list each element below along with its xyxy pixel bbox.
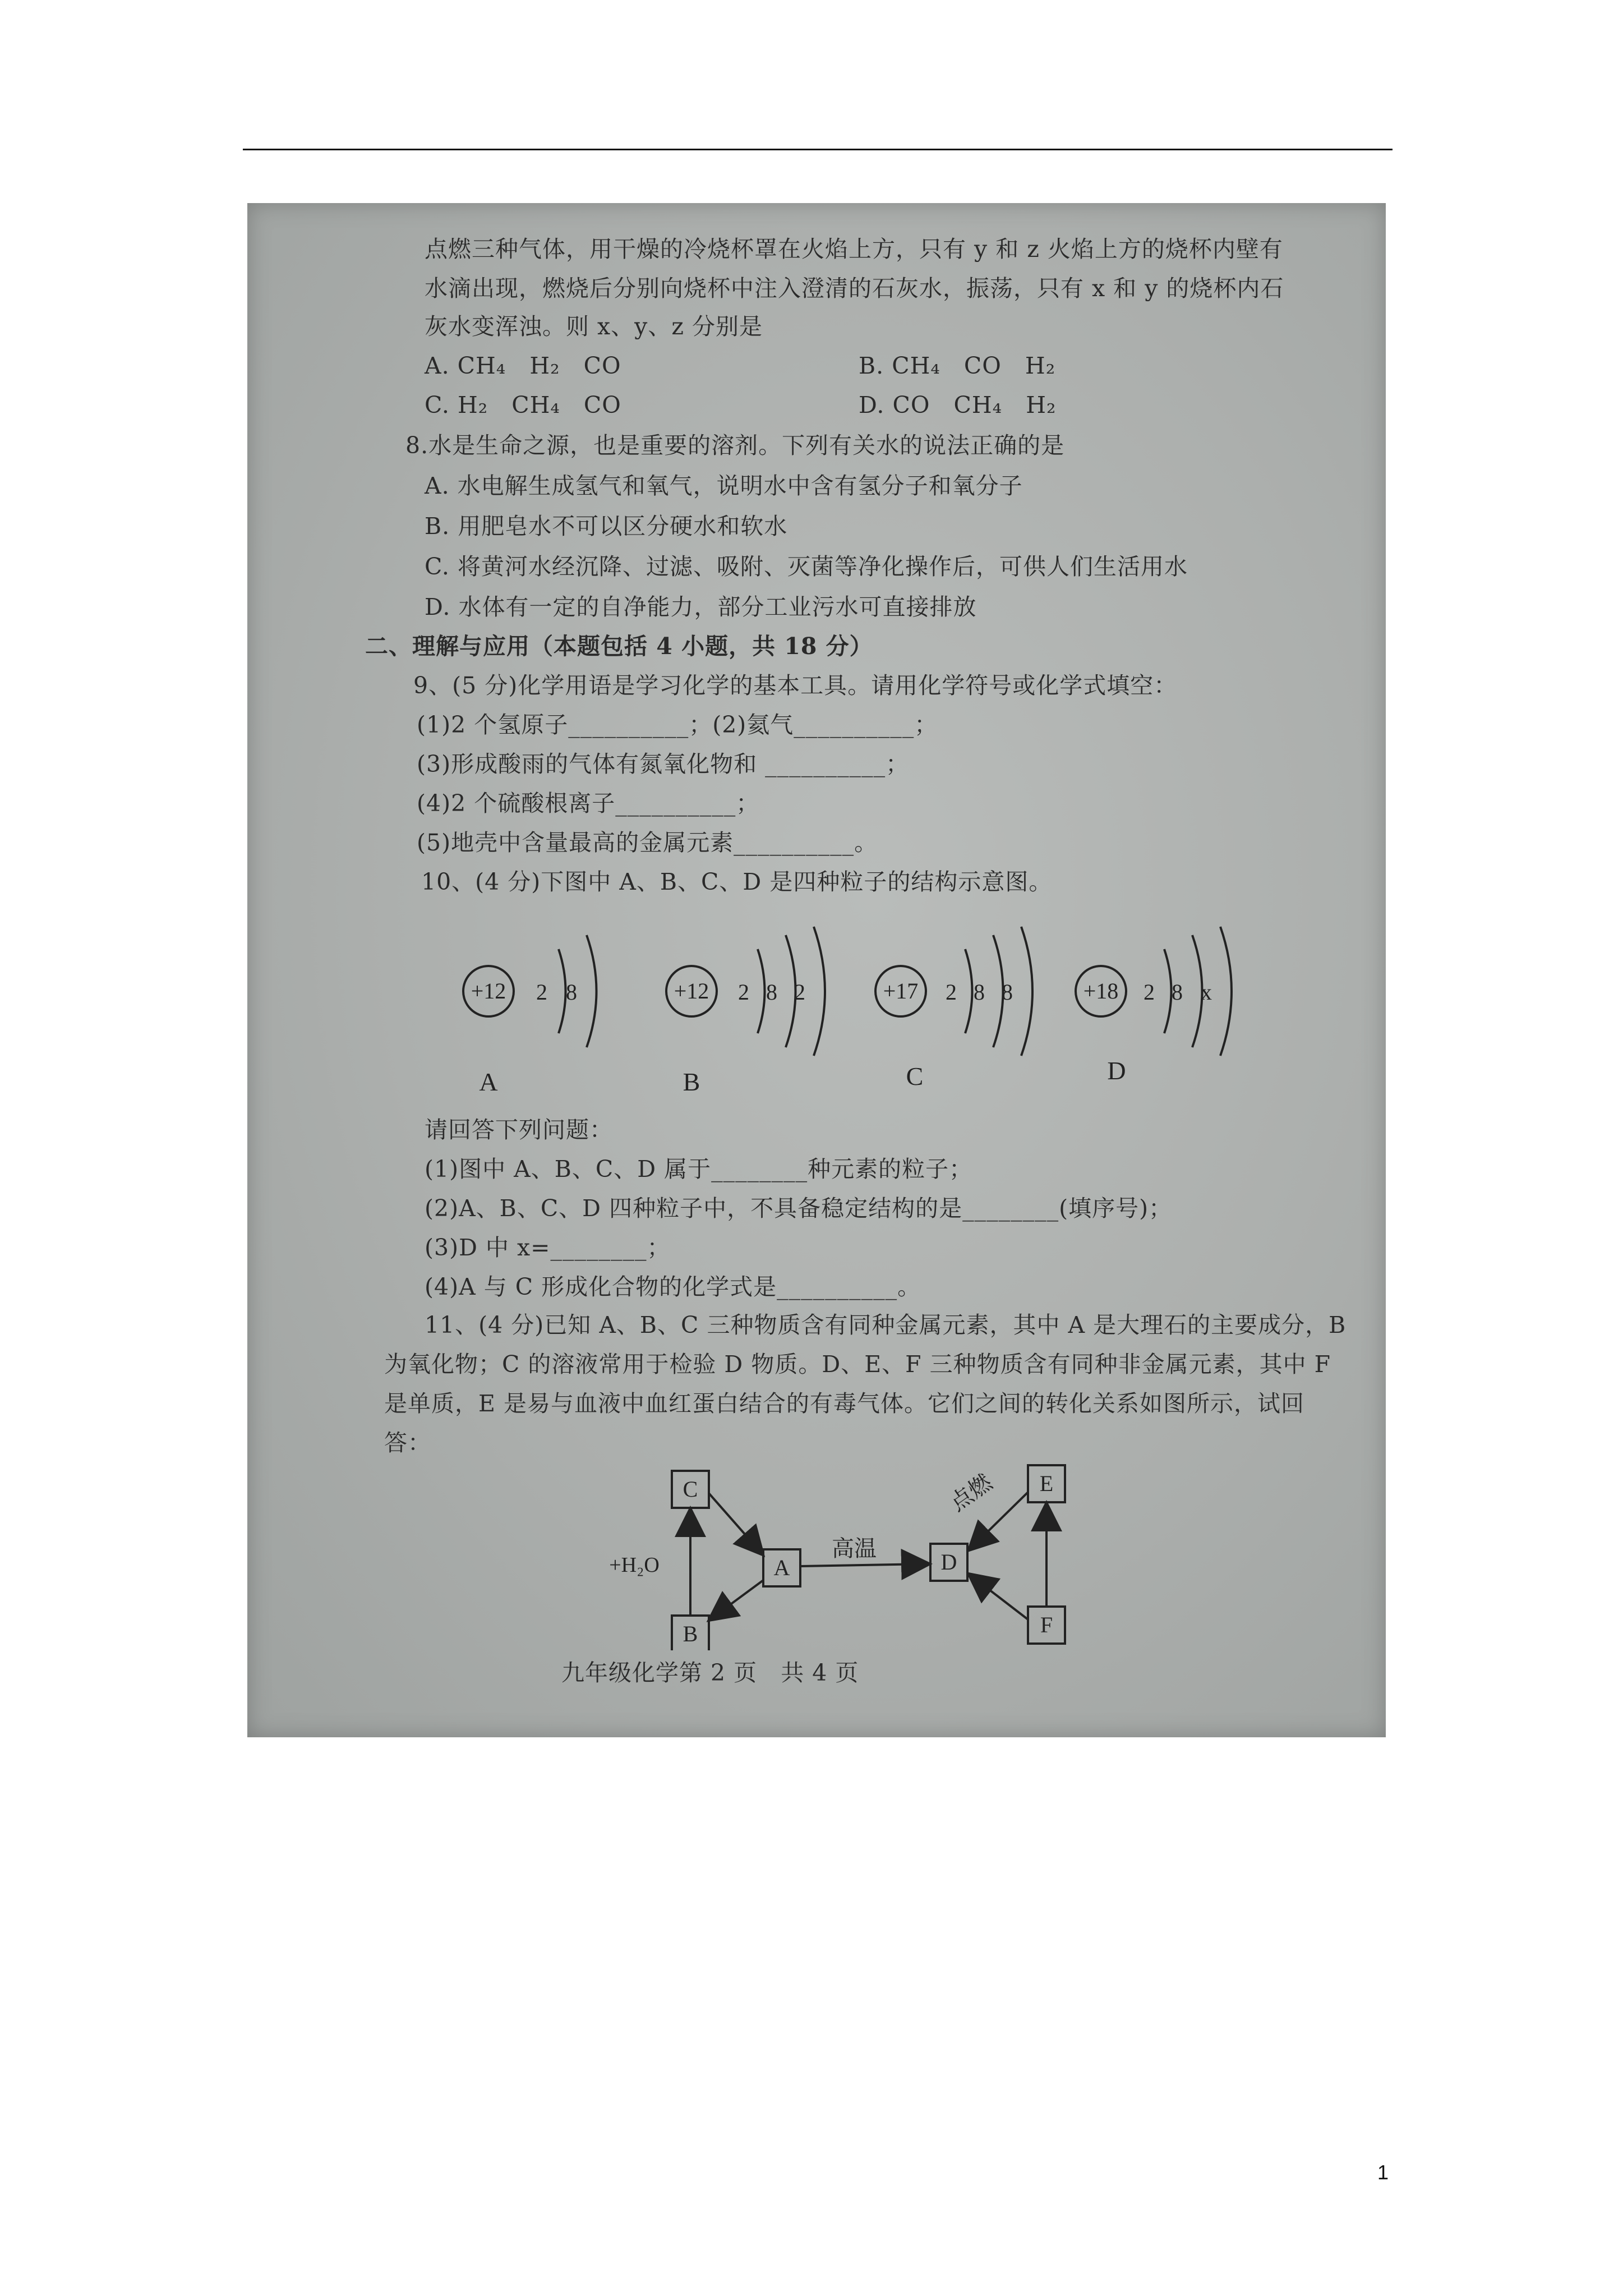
q10-part-2: (2)A、B、C、D 四种粒子中，不具备稳定结构的是________(填序号)；: [425, 1195, 1173, 1222]
q8-option-a: A. 水电解生成氢气和氧气，说明水中含有氢分子和氧分子: [425, 472, 1023, 499]
q9-part-5: (5)地壳中含量最高的金属元素__________。: [417, 829, 878, 856]
q7-line-1: 点燃三种气体，用干燥的冷烧杯罩在火焰上方，只有 y 和 z 火焰上方的烧杯内壁有: [425, 236, 1283, 263]
q10-ask: 请回答下列问题：: [425, 1116, 613, 1143]
nucleus-c-charge: +17: [883, 978, 919, 1004]
header-rule: [243, 149, 1393, 150]
page-footer: 九年级化学第 2 页 共 4 页: [561, 1659, 859, 1686]
nucleus-d-charge: +18: [1083, 978, 1119, 1004]
box-e-label: E: [1039, 1471, 1054, 1496]
q8-option-b: B. 用肥皂水不可以区分硬水和软水: [425, 513, 788, 540]
exam-page-photo: [247, 203, 1386, 1737]
q8-option-d: D. 水体有一定的自净能力，部分工业污水可直接排放: [425, 593, 977, 620]
box-b-label: B: [683, 1621, 698, 1646]
shell-c-3-electrons: 8: [1002, 979, 1013, 1005]
shell-a-2-electrons: 8: [566, 979, 577, 1005]
q11-line-4: 答：: [384, 1429, 431, 1456]
q9-part-4: (4)2 个硫酸根离子__________；: [417, 790, 760, 817]
arrow-f-to-d: [970, 1575, 1028, 1619]
shell-b-3-electrons: 2: [794, 979, 805, 1005]
ignite-label: 点燃: [945, 1469, 997, 1516]
arrow-a-to-b: [710, 1580, 763, 1619]
q10-part-1: (1)图中 A、B、C、D 属于________种元素的粒子；: [425, 1156, 973, 1182]
box-c-label: C: [683, 1476, 698, 1502]
atom-d-label: D: [1107, 1056, 1126, 1085]
shell-c-1-electrons: 2: [946, 979, 957, 1005]
q11-line-2: 为氧化物；C 的溶液常用于检验 D 物质。D、E、F 三种物质含有同种非金属元素，其中 F: [384, 1351, 1331, 1378]
q11-line-3: 是单质，E 是易与血液中血红蛋白结合的有毒气体。它们之间的转化关系如图所示，试回: [384, 1390, 1304, 1417]
box-f-label: F: [1040, 1612, 1053, 1637]
shell-d-3-electrons: x: [1201, 979, 1212, 1005]
shell-b-2-electrons: 8: [766, 979, 777, 1005]
atom-structure-diagrams: [247, 910, 1386, 1101]
shell-d-2-electrons: 8: [1172, 979, 1183, 1005]
page-number: 1: [1377, 2161, 1389, 2184]
q7-line-2: 水滴出现，燃烧后分别向烧杯中注入澄清的石灰水，振荡，只有 x 和 y 的烧杯内石: [425, 275, 1284, 302]
shell-a-1: [559, 949, 566, 1033]
water-label: +H₂O: [609, 1553, 660, 1577]
q9-stem: 9、(5 分)化学用语是学习化学的基本工具。请用化学符号或化学式填空：: [413, 672, 1178, 699]
shell-c-1: [965, 949, 972, 1033]
nucleus-a-charge: +12: [471, 978, 506, 1004]
high-temp-label: 高温: [832, 1536, 877, 1561]
shell-d-3: [1220, 927, 1232, 1056]
atom-c-label: C: [906, 1062, 924, 1091]
q7-option-a: A. CH₄ H₂ CO: [425, 352, 621, 379]
atom-b-label: B: [683, 1068, 700, 1096]
q10-part-4: (4)A 与 C 形成化合物的化学式是__________。: [425, 1273, 921, 1300]
q7-option-d: D. CO CH₄ H₂: [859, 392, 1057, 418]
shell-b-1: [758, 949, 765, 1033]
shell-d-1: [1164, 949, 1172, 1033]
shell-d-1-electrons: 2: [1144, 979, 1155, 1005]
shell-c-3: [1021, 927, 1032, 1056]
section-2-heading: 二、理解与应用（本题包括 4 小题，共 18 分）: [365, 633, 873, 660]
shell-c-2-electrons: 8: [974, 979, 985, 1005]
shell-a-1-electrons: 2: [536, 979, 547, 1005]
nucleus-b-charge: +12: [674, 978, 709, 1004]
arrow-c-to-a: [709, 1493, 762, 1554]
q11-line-1: 11、(4 分)已知 A、B、C 三种物质含有同种金属元素，其中 A 是大理石的主要成分，B: [425, 1312, 1347, 1338]
q9-part-3: (3)形成酸雨的气体有氮氧化物和 __________；: [417, 751, 910, 777]
conversion-diagram: [247, 1460, 1386, 1650]
atom-a-label: A: [479, 1068, 498, 1096]
q7-line-3: 灰水变浑浊。则 x、y、z 分别是: [425, 313, 763, 340]
arrow-a-to-d: [800, 1564, 928, 1566]
q10-part-3: (3)D 中 x=________；: [425, 1234, 671, 1261]
q9-part-1-2: (1)2 个氢原子__________；(2)氦气__________；: [417, 711, 938, 738]
q8-stem: 8.水是生命之源，也是重要的溶剂。下列有关水的说法正确的是: [405, 432, 1065, 459]
q10-stem: 10、(4 分)下图中 A、B、C、D 是四种粒子的结构示意图。: [421, 868, 1053, 895]
shell-b-3: [814, 927, 825, 1056]
shell-a-2: [587, 935, 597, 1047]
box-d-label: D: [940, 1549, 957, 1575]
box-a-label: A: [773, 1555, 790, 1580]
q7-option-b: B. CH₄ CO H₂: [859, 352, 1056, 379]
q8-option-c: C. 将黄河水经沉降、过滤、吸附、灭菌等净化操作后，可供人们生活用水: [425, 553, 1188, 580]
q7-option-c: C. H₂ CH₄ CO: [425, 392, 621, 418]
shell-b-1-electrons: 2: [738, 979, 749, 1005]
